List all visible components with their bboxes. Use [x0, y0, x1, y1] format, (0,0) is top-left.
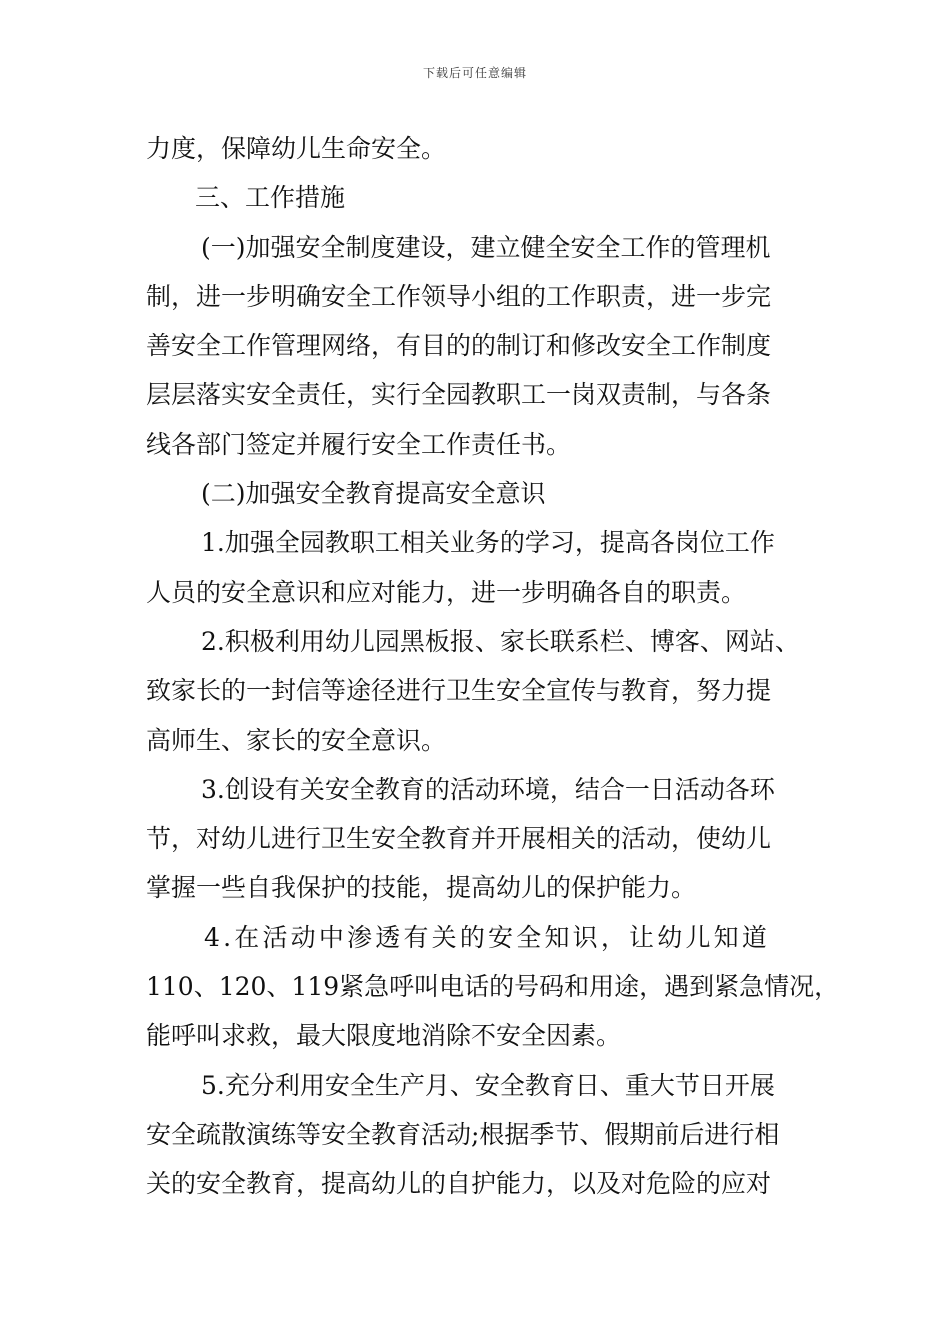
text-line: 110、120、119紧急呼叫电话的号码和用途，遇到紧急情况， — [146, 972, 840, 1002]
subsection-heading: (二)加强安全教育提高安全意识 — [201, 479, 546, 509]
text-line: 掌握一些自我保护的技能，提高幼儿的保护能力。 — [146, 873, 697, 903]
text-line: 致家长的一封信等途径进行卫生安全宣传与教育，努力提 — [146, 676, 772, 706]
text-line: 制，进一步明确安全工作领导小组的工作职责，进一步完 — [146, 281, 772, 311]
text-line: 人员的安全意识和应对能力，进一步明确各自的职责。 — [146, 577, 747, 607]
page-header: 下载后可任意编辑 — [422, 66, 527, 80]
text-line: 力度，保障幼儿生命安全。 — [146, 134, 447, 163]
list-item-3: 3.创设有关安全教育的活动环境，结合一日活动各环 — [201, 774, 775, 804]
text-line: 关的安全教育，提高幼儿的自护能力，以及对危险的应对 — [146, 1169, 772, 1199]
document-body — [146, 124, 840, 1209]
list-item-2: 2.积极利用幼儿园黑板报、家长联系栏、博客、网站、 — [201, 626, 800, 656]
text-line: 层层落实安全责任，实行全园教职工一岗双责制，与各条 — [146, 380, 772, 410]
list-item-4: 4.在活动中渗透有关的安全知识，让幼儿知道 — [204, 922, 771, 952]
text-line: 安全疏散演练等安全教育活动;根据季节、假期前后进行相 — [146, 1119, 780, 1149]
text-line: 节，对幼儿进行卫生安全教育并开展相关的活动，使幼儿 — [146, 824, 772, 854]
subsection-heading: (一)加强安全制度建设，建立健全安全工作的管理机 — [201, 232, 771, 262]
text-line: 线各部门签定并履行安全工作责任书。 — [146, 429, 572, 459]
text-line: 高师生、家长的安全意识。 — [146, 725, 447, 755]
text-line: 能呼叫求救，最大限度地消除不安全因素。 — [146, 1021, 622, 1051]
section-heading: 三、工作措施 — [195, 183, 346, 213]
text-line: 善安全工作管理网络，有目的的制订和修改安全工作制度 — [146, 331, 772, 361]
list-item-5: 5.充分利用安全生产月、安全教育日、重大节日开展 — [201, 1070, 775, 1100]
list-item-1: 1.加强全园教职工相关业务的学习，提高各岗位工作 — [201, 528, 775, 558]
